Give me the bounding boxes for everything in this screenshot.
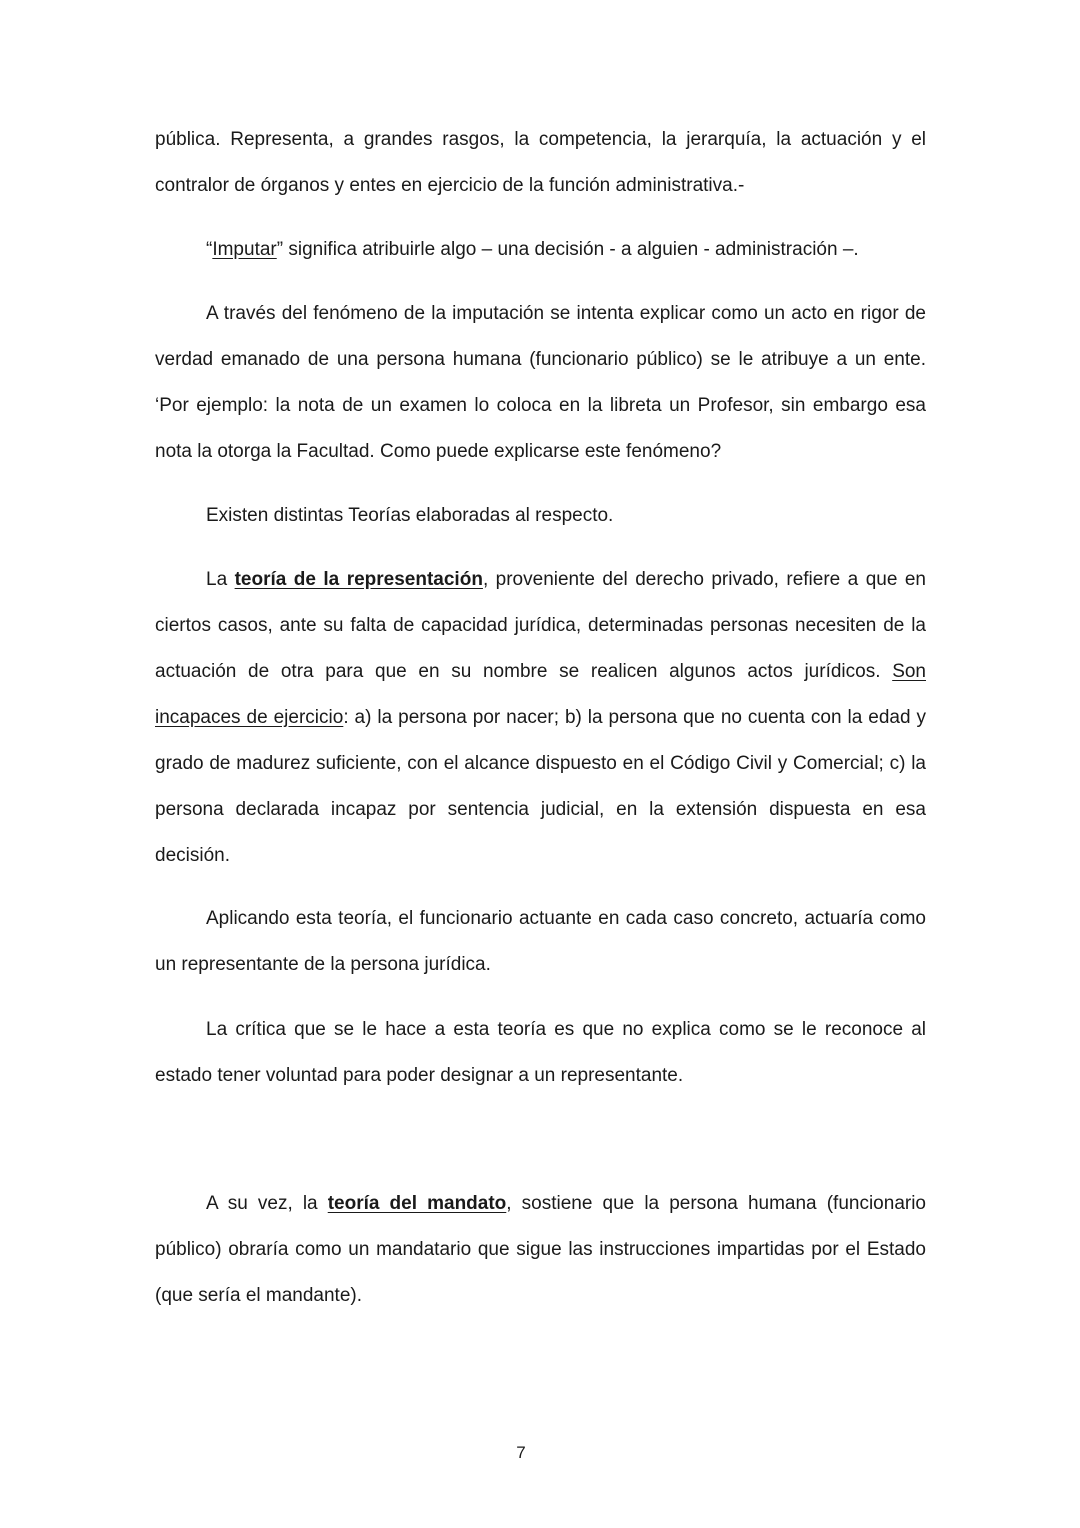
representacion-body: , proveniente del derecho privado, refiere a que en ciertos casos, ante su falta de capacidad jurídica, determinadas personas necesiten de la actuación de otra para que en su nombre se realicen algunos actos jurídicos. [155, 569, 926, 682]
term-teoria-representacion: teoría de la representación [234, 569, 483, 590]
imputar-definition: ” significa atribuirle algo – una decisión - a alguien - administración –. [276, 239, 859, 260]
paragraph-imputacion: A través del fenómeno de la imputación se intenta explicar como un acto en rigor de verdad emanado de una persona humana (funcionario público) se le atribuye a un ente. ‘Por ejemplo: la nota de un examen lo coloca en la libreta un Profesor, sin embargo esa nota la otorga la Facultad. Como puede explicarse este fenómeno? [155, 303, 926, 462]
paragraph-critica: La crítica que se le hace a esta teoría es que no explica como se le reconoce al estado tener voluntad para poder designar a un representante. [155, 1019, 926, 1086]
mandato-lead: A su vez, la [206, 1193, 328, 1214]
paragraph-teoria-representacion [155, 557, 926, 879]
paragraph-competencia: pública. Representa, a grandes rasgos, la competencia, la jerarquía, la actuación y el contralor de órganos y entes en ejercicio de la función administrativa.- [155, 129, 926, 196]
representacion-tail: : a) la persona por nacer; b) la persona que no cuenta con la edad y grado de madurez suficiente, con el alcance dispuesto en el Código Civil y Comercial; c) la persona declarada incapaz por sentencia judicial, en la extensión dispuesta en esa decisión. [155, 707, 926, 866]
page-number: 7 [516, 1443, 526, 1462]
mandato-tail: , sostiene que la persona humana (funcionario público) obraría como un mandatario que sigue las instrucciones impartidas por el Estado (que sería el mandante). [155, 1193, 926, 1306]
term-imputar: Imputar [212, 239, 277, 260]
term-incapaces-ejercicio: Son incapaces de ejercicio [155, 661, 926, 728]
paragraph-teorias: Existen distintas Teorías elaboradas al respecto. [206, 505, 614, 526]
paragraph-teoria-mandato [155, 1181, 926, 1319]
paragraph-imputar [155, 227, 926, 273]
representacion-lead: La [206, 569, 235, 590]
term-teoria-mandato: teoría del mandato [327, 1193, 507, 1214]
paragraph-aplicando: Aplicando esta teoría, el funcionario actuante en cada caso concreto, actuaría como un representante de la persona jurídica. [155, 908, 926, 975]
open-quote: “ [206, 239, 213, 260]
